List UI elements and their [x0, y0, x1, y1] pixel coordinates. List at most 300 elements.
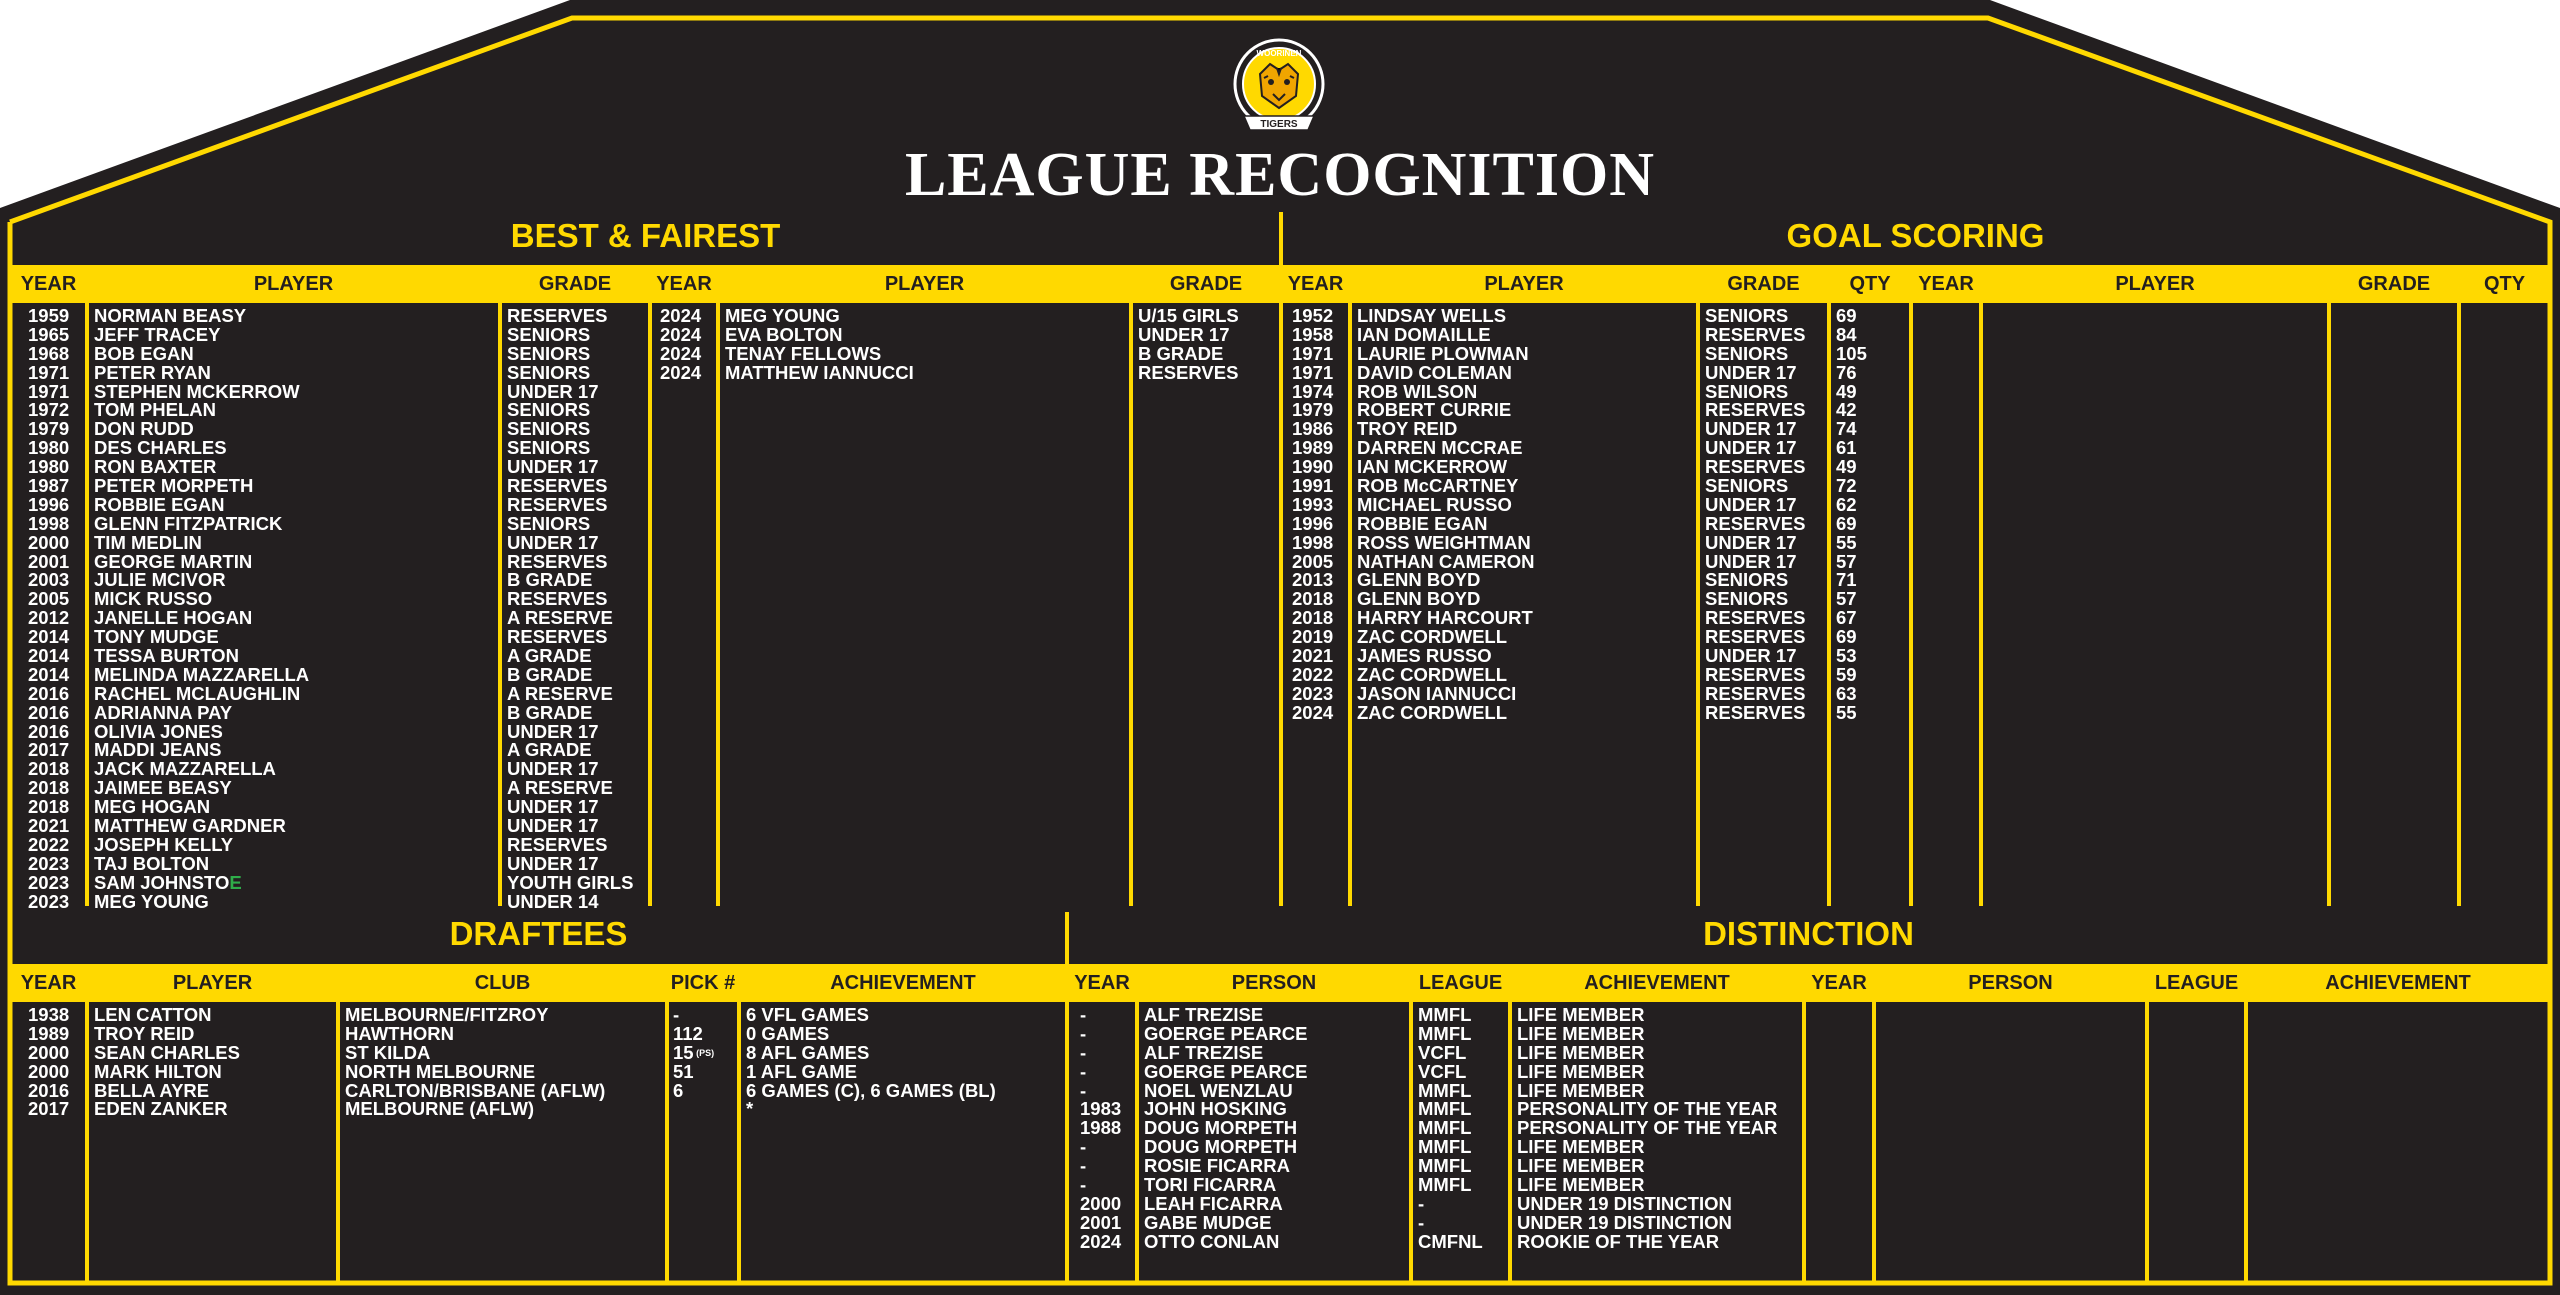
- bf-player-cell: MATTHEW GARDNER: [94, 815, 286, 837]
- gs-player-cell: ROBERT CURRIE: [1357, 399, 1512, 421]
- bf-year-cell: 1980: [28, 437, 70, 459]
- dr-achievement-cell: 1 AFL GAME: [746, 1060, 858, 1082]
- di-achievement-header: ACHIEVEMENT: [1584, 972, 1730, 994]
- dr-achievement-cell: *: [746, 1098, 754, 1120]
- dr-pick-cell: 112: [673, 1022, 703, 1044]
- bf-year-cell: 2016: [28, 720, 70, 742]
- bf-grade-header: GRADE: [538, 273, 612, 295]
- di-league-header-2: LEAGUE: [2154, 972, 2239, 994]
- bf-player-cell: JULIE MCIVOR: [94, 569, 226, 591]
- bf-right-grades: [1138, 307, 1239, 383]
- gs-qty-cell: 42: [1836, 399, 1857, 421]
- di-league-cell: MMFL: [1418, 1079, 1472, 1101]
- di-year-cell: 2024: [1080, 1230, 1122, 1252]
- di-league-cell: MMFL: [1418, 1004, 1472, 1025]
- bf-right-players: [725, 307, 914, 383]
- gs-qty-cell: 84: [1836, 323, 1857, 345]
- bf-player-cell: GEORGE MARTIN: [94, 550, 253, 572]
- gs-player-cell: IAN MCKERROW: [1357, 456, 1508, 478]
- bf-left-players: [94, 307, 309, 912]
- gs-qty-cell: 69: [1836, 512, 1857, 534]
- di-achievement-cell: LIFE MEMBER: [1517, 1004, 1645, 1025]
- di-person-cell: GOERGE PEARCE: [1144, 1022, 1308, 1044]
- di-league-header: LEAGUE: [1418, 972, 1503, 994]
- gs-qty-cell: 53: [1836, 645, 1857, 667]
- gs-player-cell: GLENN BOYD: [1357, 569, 1481, 591]
- di-league-cell: -: [1418, 1192, 1425, 1214]
- bf-player-cell: STEPHEN MCKERROW: [94, 380, 300, 402]
- di-person-cell: OTTO CONLAN: [1144, 1230, 1280, 1252]
- bf-player-cell: ADRIANNA PAY: [94, 701, 233, 723]
- di-league-cell: CMFNL: [1418, 1230, 1483, 1252]
- bf-grade-cell: A GRADE: [507, 739, 592, 761]
- dr-achievement-cell: 8 AFL GAMES: [746, 1041, 870, 1063]
- bf-grade-cell: A RESERVE: [507, 682, 613, 704]
- bf-grade-header-2: GRADE: [1169, 273, 1243, 295]
- gs-year-header: YEAR: [1287, 273, 1344, 295]
- distinction-title: DISTINCTION: [1703, 915, 1914, 952]
- bf-player-cell: TENAY FELLOWS: [725, 342, 882, 364]
- bf-year-cell: 2024: [660, 361, 702, 383]
- gs-player-cell: HARRY HARCOURT: [1357, 607, 1533, 629]
- bf-left-grades: [507, 307, 633, 912]
- bf-grade-cell: RESERVES: [507, 475, 608, 497]
- bf-grade-cell: YOUTH GIRLS: [507, 871, 634, 893]
- bf-player-cell: MELINDA MAZZARELLA: [94, 663, 310, 685]
- di-achievement-cell: PERSONALITY OF THE YEAR: [1517, 1117, 1778, 1139]
- bf-player-cell: JOSEPH KELLY: [94, 833, 234, 855]
- gs-year-cell: 1979: [1292, 399, 1334, 421]
- bf-grade-cell: RESERVES: [507, 493, 608, 515]
- dr-clubs: [345, 1006, 605, 1119]
- di-person-cell: JOHN HOSKING: [1144, 1098, 1287, 1120]
- dr-club-cell: NORTH MELBOURNE: [345, 1060, 536, 1082]
- gs-qty-cell: 67: [1836, 607, 1857, 629]
- dr-player-cell: MARK HILTON: [94, 1060, 222, 1082]
- di-person-cell: LEAH FICARRA: [1144, 1192, 1283, 1214]
- gs-player-cell: MICHAEL RUSSO: [1357, 493, 1512, 515]
- gs-grade-cell: RESERVES: [1705, 399, 1806, 421]
- dr-pick-cell: 51: [673, 1060, 694, 1082]
- di-year-cell: 2000: [1080, 1192, 1122, 1214]
- bf-year-cell: 2014: [28, 626, 70, 648]
- gs-qty-cell: 72: [1836, 475, 1857, 497]
- gs-player-cell: JAMES RUSSO: [1357, 645, 1492, 667]
- gs-player-cell: LAURIE PLOWMAN: [1357, 342, 1529, 364]
- bf-year-cell: 2012: [28, 607, 70, 629]
- gs-grades: [1705, 307, 1805, 723]
- gs-year-header-2: YEAR: [1918, 273, 1974, 295]
- bf-player-cell: DES CHARLES: [94, 437, 227, 459]
- bf-player-cell: JAIMEE BEASY: [94, 777, 232, 799]
- di-year-cell: -: [1080, 1136, 1087, 1158]
- bf-year-cell: 2014: [28, 645, 70, 667]
- dr-club-cell: MELBOURNE/FITZROY: [345, 1004, 549, 1025]
- bf-year-cell: 1996: [28, 493, 70, 515]
- dr-club-cell: HAWTHORN: [345, 1022, 454, 1044]
- gs-player-cell: TROY REID: [1357, 418, 1458, 440]
- gs-player-cell: DAVID COLEMAN: [1357, 361, 1512, 383]
- gs-grade-cell: UNDER 17: [1705, 645, 1797, 667]
- gs-grade-cell: RESERVES: [1705, 682, 1806, 704]
- dr-player-cell: TROY REID: [94, 1022, 195, 1044]
- bf-year-cell: 2001: [28, 550, 70, 572]
- bf-year-cell: 1987: [28, 475, 70, 497]
- dr-year-cell: 2016: [28, 1079, 70, 1101]
- bf-player-cell: SAM JOHNSTOE: [94, 871, 242, 893]
- bf-grade-cell: UNDER 14: [507, 890, 599, 912]
- bf-year-cell: 2024: [660, 305, 702, 326]
- gs-player-cell: ROB McCARTNEY: [1357, 475, 1519, 497]
- gs-year-cell: 1993: [1292, 493, 1334, 515]
- di-achievement-header-2: ACHIEVEMENT: [2325, 972, 2471, 994]
- bf-grade-cell: UNDER 17: [507, 852, 599, 874]
- di-year-cell: -: [1080, 1060, 1087, 1082]
- di-achievement-cell: LIFE MEMBER: [1517, 1060, 1645, 1082]
- di-person-cell: ROSIE FICARRA: [1144, 1155, 1290, 1177]
- dr-year-header: YEAR: [20, 972, 77, 994]
- di-league-cell: VCFL: [1418, 1041, 1467, 1063]
- gs-year-cell: 2022: [1292, 663, 1334, 685]
- bf-grade-cell: UNDER 17: [507, 380, 599, 402]
- best-fairest-title: BEST & FAIREST: [510, 217, 781, 254]
- gs-grade-cell: UNDER 17: [1705, 418, 1797, 440]
- dr-player-cell: LEN CATTON: [94, 1004, 212, 1025]
- bf-grade-cell: U/15 GIRLS: [1138, 305, 1239, 326]
- bf-grade-cell: SENIORS: [507, 323, 591, 345]
- gs-year-cell: 1991: [1292, 475, 1334, 497]
- gs-year-cell: 1952: [1292, 305, 1334, 326]
- gs-qty-cell: 105: [1836, 342, 1867, 364]
- bf-grade-cell: SENIORS: [507, 437, 591, 459]
- bf-year-cell: 2018: [28, 777, 70, 799]
- bf-grade-cell: A RESERVE: [507, 777, 613, 799]
- gs-grade-cell: RESERVES: [1705, 626, 1806, 648]
- bf-grade-cell: SENIORS: [507, 418, 591, 440]
- dr-pick-cell: -: [673, 1004, 680, 1025]
- bf-player-cell: PETER RYAN: [94, 361, 211, 383]
- gs-grade-cell: UNDER 17: [1705, 531, 1797, 553]
- dr-players: [94, 1006, 240, 1119]
- gs-year-cell: 1971: [1292, 342, 1334, 364]
- di-person-cell: ALF TREZISE: [1144, 1041, 1264, 1063]
- di-league-cell: MMFL: [1418, 1117, 1472, 1139]
- bf-grade-cell: UNDER 17: [507, 531, 599, 553]
- gs-qty-cell: 61: [1836, 437, 1857, 459]
- bf-grade-cell: UNDER 17: [1138, 323, 1230, 345]
- bf-year-cell: 1971: [28, 361, 70, 383]
- di-leagues: [1418, 1006, 1483, 1252]
- bf-year-cell: 2024: [660, 323, 702, 345]
- bf-year-cell: 2024: [660, 342, 702, 364]
- bf-year-cell: 2023: [28, 890, 70, 912]
- gs-year-cell: 2013: [1292, 569, 1334, 591]
- bf-grade-cell: SENIORS: [507, 361, 591, 383]
- di-year-cell: -: [1080, 1079, 1087, 1101]
- dr-year-cell: 2017: [28, 1098, 70, 1120]
- di-year-cell: 1983: [1080, 1098, 1122, 1120]
- bf-year-cell: 2000: [28, 531, 70, 553]
- bf-year-cell: 1998: [28, 512, 70, 534]
- bf-year-cell: 2016: [28, 682, 70, 704]
- di-persons: [1144, 1006, 1307, 1252]
- di-year-cell: -: [1080, 1022, 1087, 1044]
- bf-year-cell: 2021: [28, 815, 70, 837]
- gs-player-cell: GLENN BOYD: [1357, 588, 1481, 610]
- gs-qty-cell: 74: [1836, 418, 1857, 440]
- bf-player-cell: MEG HOGAN: [94, 796, 211, 818]
- gs-qty-cell: 55: [1836, 531, 1857, 553]
- bf-year-cell: 2023: [28, 871, 70, 893]
- di-achievements: [1517, 1006, 1777, 1252]
- gs-year-cell: 1958: [1292, 323, 1334, 345]
- bf-year-cell: 1959: [28, 305, 70, 326]
- bf-left-years: [28, 307, 69, 912]
- bf-grade-cell: RESERVES: [507, 305, 608, 326]
- gs-year-cell: 1974: [1292, 380, 1334, 402]
- di-person-cell: ALF TREZISE: [1144, 1004, 1264, 1025]
- bf-player-cell: RON BAXTER: [94, 456, 217, 478]
- bf-grade-cell: B GRADE: [507, 569, 593, 591]
- gs-qty-cell: 69: [1836, 626, 1857, 648]
- gs-grade-cell: SENIORS: [1705, 305, 1789, 326]
- dr-club-cell: MELBOURNE (AFLW): [345, 1098, 535, 1120]
- bf-player-cell: TESSA BURTON: [94, 645, 239, 667]
- bf-player-cell: DON RUDD: [94, 418, 194, 440]
- gs-player-cell: NATHAN CAMERON: [1357, 550, 1535, 572]
- dr-player-header: PLAYER: [172, 972, 253, 994]
- gs-qty-cell: 55: [1836, 701, 1857, 723]
- gs-year-cell: 2023: [1292, 682, 1334, 704]
- bf-year-cell: 1979: [28, 418, 70, 440]
- club-logo: [1230, 38, 1328, 138]
- gs-grade-cell: SENIORS: [1705, 475, 1789, 497]
- bf-year-cell: 2018: [28, 758, 70, 780]
- di-year-header: YEAR: [1074, 972, 1130, 994]
- gs-grade-cell: SENIORS: [1705, 380, 1789, 402]
- bf-year-cell: 1971: [28, 380, 70, 402]
- bf-player-cell: MADDI JEANS: [94, 739, 222, 761]
- green-suffix: E: [229, 871, 242, 893]
- bf-player-cell: EVA BOLTON: [725, 323, 843, 345]
- gs-player-header-2: PLAYER: [2115, 273, 2195, 295]
- gs-grade-cell: RESERVES: [1705, 607, 1806, 629]
- di-achievement-cell: ROOKIE OF THE YEAR: [1517, 1230, 1720, 1252]
- svg-text:WOORINEN: WOORINEN: [1256, 49, 1302, 58]
- di-year-cell: -: [1080, 1004, 1087, 1025]
- bf-player-cell: MEG YOUNG: [94, 890, 209, 912]
- dr-pick-cell: [673, 1100, 714, 1119]
- bf-year-cell: 2023: [28, 852, 70, 874]
- gs-grade-cell: SENIORS: [1705, 569, 1789, 591]
- di-person-cell: NOEL WENZLAU: [1144, 1079, 1293, 1101]
- svg-text:TIGERS: TIGERS: [1260, 119, 1298, 130]
- bf-grade-cell: SENIORS: [507, 399, 591, 421]
- gs-player-cell: IAN DOMAILLE: [1357, 323, 1491, 345]
- gs-qty-cell: 57: [1836, 588, 1857, 610]
- gs-year-cell: 1996: [1292, 512, 1334, 534]
- di-year-cell: 2001: [1080, 1211, 1122, 1233]
- bf-grade-cell: RESERVES: [507, 588, 608, 610]
- dr-pick-header: PICK #: [670, 972, 736, 994]
- dr-club-cell: ST KILDA: [345, 1041, 431, 1063]
- dr-club-cell: CARLTON/BRISBANE (AFLW): [345, 1079, 606, 1101]
- bf-grade-cell: A RESERVE: [507, 607, 613, 629]
- bf-grade-cell: RESERVES: [507, 626, 608, 648]
- bf-grade-cell: UNDER 17: [507, 796, 599, 818]
- bf-year-cell: 1972: [28, 399, 70, 421]
- dr-year-cell: 2000: [28, 1041, 70, 1063]
- dr-pick-cell: 15 $^{(PS)}$: [673, 1041, 715, 1063]
- di-achievement-cell: LIFE MEMBER: [1517, 1041, 1645, 1063]
- bf-grade-cell: UNDER 17: [507, 758, 599, 780]
- bf-player-cell: RACHEL MCLAUGHLIN: [94, 682, 301, 704]
- bf-grade-cell: UNDER 17: [507, 815, 599, 837]
- gs-qty-cell: 59: [1836, 663, 1857, 685]
- bf-player-cell: JANELLE HOGAN: [94, 607, 253, 629]
- bf-grade-cell: A GRADE: [507, 645, 592, 667]
- di-league-cell: MMFL: [1418, 1098, 1472, 1120]
- bf-player-cell: TOM PHELAN: [94, 399, 216, 421]
- bf-grade-cell: B GRADE: [507, 663, 593, 685]
- draftees-title: DRAFTEES: [449, 915, 628, 952]
- gs-grade-cell: UNDER 17: [1705, 361, 1797, 383]
- bf-player-header: PLAYER: [253, 273, 334, 295]
- di-year-header-2: YEAR: [1811, 972, 1867, 994]
- bf-player-cell: MATTHEW IANNUCCI: [725, 361, 914, 383]
- gs-player-cell: ZAC CORDWELL: [1357, 701, 1508, 723]
- di-league-cell: MMFL: [1418, 1136, 1472, 1158]
- bf-year-cell: 2017: [28, 739, 70, 761]
- gs-qty-cell: 49: [1836, 456, 1857, 478]
- bf-right-years: [660, 307, 701, 383]
- gs-grade-header: GRADE: [1727, 273, 1800, 295]
- gs-qty-cell: 57: [1836, 550, 1857, 572]
- gs-grade-cell: RESERVES: [1705, 456, 1806, 478]
- bf-grade-cell: RESERVES: [507, 833, 608, 855]
- gs-year-cell: 2018: [1292, 588, 1334, 610]
- di-years: [1080, 1006, 1121, 1252]
- di-achievement-cell: UNDER 19 DISTINCTION: [1517, 1192, 1732, 1214]
- gs-qty-header: QTY: [1849, 273, 1891, 295]
- di-achievement-cell: UNDER 19 DISTINCTION: [1517, 1211, 1732, 1233]
- bf-grade-cell: SENIORS: [507, 342, 591, 364]
- gs-player-cell: JASON IANNUCCI: [1357, 682, 1517, 704]
- gs-qty-cell: 49: [1836, 380, 1857, 402]
- bf-player-cell: MICK RUSSO: [94, 588, 213, 610]
- di-league-cell: VCFL: [1418, 1060, 1467, 1082]
- gs-player-cell: ROSS WEIGHTMAN: [1357, 531, 1531, 553]
- bf-year-cell: 1980: [28, 456, 70, 478]
- dr-achievement-cell: 0 GAMES: [746, 1022, 830, 1044]
- bf-grade-cell: UNDER 17: [507, 456, 599, 478]
- bf-year-header-2: YEAR: [656, 273, 712, 295]
- gs-player-cell: ZAC CORDWELL: [1357, 663, 1508, 685]
- di-league-cell: MMFL: [1418, 1174, 1472, 1196]
- bf-year-cell: 1968: [28, 342, 70, 364]
- gs-qty-cell: 71: [1836, 569, 1857, 591]
- bf-player-cell: OLIVIA JONES: [94, 720, 223, 742]
- di-person-cell: GABE MUDGE: [1144, 1211, 1272, 1233]
- gs-player-cell: DARREN MCCRAE: [1357, 437, 1523, 459]
- di-achievement-cell: LIFE MEMBER: [1517, 1155, 1645, 1177]
- gs-grade-cell: RESERVES: [1705, 663, 1806, 685]
- bf-player-cell: JACK MAZZARELLA: [94, 758, 276, 780]
- gs-year-cell: 1998: [1292, 531, 1334, 553]
- bf-player-cell: GLENN FITZPATRICK: [94, 512, 283, 534]
- bf-player-cell: MEG YOUNG: [725, 305, 840, 326]
- gs-year-cell: 2019: [1292, 626, 1334, 648]
- gs-grade-cell: RESERVES: [1705, 323, 1806, 345]
- bf-year-cell: 1965: [28, 323, 70, 345]
- bf-year-cell: 2014: [28, 663, 70, 685]
- di-achievement-cell: LIFE MEMBER: [1517, 1174, 1645, 1196]
- di-person-cell: GOERGE PEARCE: [1144, 1060, 1308, 1082]
- gs-grade-cell: SENIORS: [1705, 342, 1789, 364]
- gs-player-cell: ROBBIE EGAN: [1357, 512, 1488, 534]
- dr-year-cell: 1938: [28, 1004, 70, 1025]
- bf-year-cell: 2022: [28, 833, 70, 855]
- gs-year-cell: 2024: [1292, 701, 1334, 723]
- dr-year-cell: 2000: [28, 1060, 70, 1082]
- di-person-cell: DOUG MORPETH: [1144, 1117, 1298, 1139]
- lower-header: [0, 966, 2560, 1002]
- gs-player-cell: LINDSAY WELLS: [1357, 305, 1507, 326]
- gs-years: [1292, 307, 1333, 723]
- gs-year-cell: 1990: [1292, 456, 1334, 478]
- bf-player-cell: ROBBIE EGAN: [94, 493, 225, 515]
- gs-qty-cell: 69: [1836, 305, 1857, 326]
- bf-player-cell: TIM MEDLIN: [94, 531, 202, 553]
- gs-qty-cell: 76: [1836, 361, 1857, 383]
- bf-grade-cell: RESERVES: [507, 550, 608, 572]
- dr-pick-cell: 6: [673, 1079, 684, 1101]
- gs-year-cell: 1986: [1292, 418, 1334, 440]
- dr-achievements: [746, 1006, 996, 1119]
- bf-year-header: YEAR: [20, 273, 77, 295]
- di-achievement-cell: LIFE MEMBER: [1517, 1136, 1645, 1158]
- gs-player-header: PLAYER: [1484, 273, 1564, 295]
- dr-club-header: CLUB: [474, 972, 531, 994]
- bf-grade-cell: UNDER 17: [507, 720, 599, 742]
- bf-player-cell: PETER MORPETH: [94, 475, 254, 497]
- gs-grade-cell: SENIORS: [1705, 588, 1789, 610]
- gs-year-cell: 1989: [1292, 437, 1334, 459]
- pick-note: (PS): [693, 1047, 715, 1058]
- bf-player-cell: BOB EGAN: [94, 342, 194, 364]
- di-league-cell: MMFL: [1418, 1155, 1472, 1177]
- gs-qty: [1836, 307, 1867, 723]
- di-league-cell: MMFL: [1418, 1022, 1472, 1044]
- bf-year-cell: 2003: [28, 569, 70, 591]
- di-achievement-cell: PERSONALITY OF THE YEAR: [1517, 1098, 1778, 1120]
- gs-player-cell: ROB WILSON: [1357, 380, 1478, 402]
- gs-grade-cell: RESERVES: [1705, 512, 1806, 534]
- gs-year-cell: 2021: [1292, 645, 1334, 667]
- tiger-head-icon: [1230, 38, 1328, 138]
- bf-player-cell: TONY MUDGE: [94, 626, 219, 648]
- dr-achievement-cell: 6 VFL GAMES: [746, 1004, 870, 1025]
- bf-grade-cell: SENIORS: [507, 512, 591, 534]
- di-person-cell: TORI FICARRA: [1144, 1174, 1277, 1196]
- gs-year-cell: 1971: [1292, 361, 1334, 383]
- goal-scoring-title: GOAL SCORING: [1786, 217, 2045, 254]
- best-fairest-header: [0, 267, 2560, 303]
- bf-year-cell: 2005: [28, 588, 70, 610]
- gs-qty-cell: 63: [1836, 682, 1857, 704]
- gs-grade-header-2: GRADE: [2357, 273, 2431, 295]
- di-league-cell: -: [1418, 1211, 1425, 1233]
